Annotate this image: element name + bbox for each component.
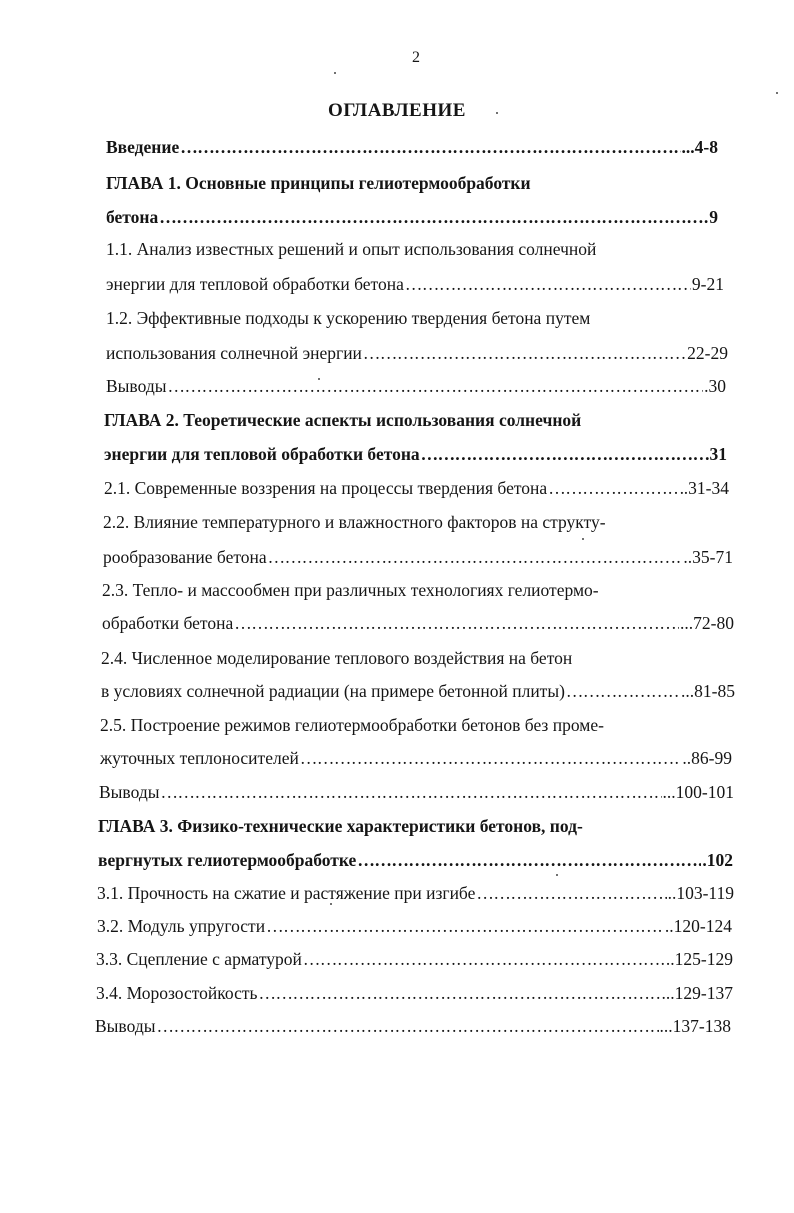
toc-entry-text: 3.4. Морозостойкость <box>96 983 258 1003</box>
scan-speck <box>334 72 336 74</box>
toc-entry-pages: 22-29 <box>687 343 728 363</box>
leader-dots <box>421 443 709 465</box>
toc-entry-text: энергии для тепловой обработки бетона <box>104 444 420 464</box>
leader-dots <box>156 1015 658 1037</box>
toc-entry-section-3-2[interactable] <box>97 915 732 937</box>
toc-entry-conclusions-1[interactable] <box>106 375 726 397</box>
leader-dots <box>548 477 683 499</box>
leader-dots <box>159 206 708 228</box>
toc-entry-section-1-2[interactable] <box>106 342 728 364</box>
toc-entry-intro[interactable] <box>106 136 718 158</box>
toc-entry-section-2-5[interactable] <box>100 747 732 769</box>
toc-entry-conclusions-2[interactable] <box>99 781 734 803</box>
toc-entry-text: Выводы <box>95 1016 156 1036</box>
toc-chapter-1-heading: ГЛАВА 1. Основные принципы гелиотермообработки <box>106 173 531 193</box>
leader-dots <box>405 273 691 295</box>
scan-speck <box>496 112 498 114</box>
toc-section-1-2-line1: 1.2. Эффективные подходы к ускорению твердения бетона путем <box>106 308 591 328</box>
toc-entry-text: в условиях солнечной радиации (на примере бетонной плиты) <box>101 681 565 701</box>
toc-section-2-3-line1: 2.3. Тепло- и массообмен при различных технологиях гелиотермо- <box>102 580 599 600</box>
leader-dots <box>357 849 701 871</box>
leader-dots <box>566 680 680 702</box>
toc-entry-text: 2.1. Современные воззрения на процессы твердения бетона <box>104 478 548 498</box>
toc-entry-text: 3.1. Прочность на сжатие и растяжение при изгибе <box>97 883 476 903</box>
toc-entry-pages: ...129-137 <box>661 983 733 1003</box>
toc-entry-text: энергии для тепловой обработки бетона <box>106 274 404 294</box>
leader-dots <box>303 948 665 970</box>
toc-entry-section-1-1[interactable] <box>106 273 724 295</box>
leader-dots <box>363 342 686 364</box>
toc-entry-section-3-4[interactable] <box>96 982 733 1004</box>
toc-entry-text: Введение <box>106 137 180 157</box>
toc-entry-pages: ..120-124 <box>664 916 732 936</box>
toc-section-2-2-line1: 2.2. Влияние температурного и влажностного факторов на структу- <box>103 512 606 532</box>
leader-dots <box>266 915 664 937</box>
toc-entry-text: жуточных теплоносителей <box>100 748 299 768</box>
toc-entry-text: обработки бетона <box>102 613 234 633</box>
toc-title: ОГЛАВЛЕНИЕ <box>328 100 466 121</box>
toc-entry-text: бетона <box>106 207 159 227</box>
toc-entry-pages: ..103-119 <box>667 883 734 903</box>
toc-entry-section-2-3[interactable] <box>102 612 734 634</box>
toc-entry-pages: 9 <box>709 207 718 227</box>
toc-chapter-2-heading: ГЛАВА 2. Теоретические аспекты использования солнечной <box>104 410 582 430</box>
toc-entry-section-3-3[interactable] <box>96 948 733 970</box>
toc-entry-pages: ...72-80 <box>680 613 734 633</box>
leader-dots <box>180 136 680 158</box>
toc-entry-chapter-2[interactable] <box>104 443 727 465</box>
toc-entry-pages: 31 <box>709 444 727 464</box>
toc-entry-text: вергнутых гелиотермообработке <box>98 850 357 870</box>
leader-dots <box>234 612 679 634</box>
toc-entry-pages: .30 <box>704 376 726 396</box>
toc-entry-section-2-4[interactable] <box>101 680 735 702</box>
toc-entry-pages: .102 <box>702 850 733 870</box>
leader-dots <box>167 375 703 397</box>
toc-entry-conclusions-3[interactable] <box>95 1015 731 1037</box>
leader-dots <box>160 781 661 803</box>
toc-entry-pages: ...4-8 <box>681 137 718 157</box>
toc-entry-pages: ...81-85 <box>681 681 735 701</box>
toc-entry-pages: ...100-101 <box>662 782 734 802</box>
toc-entry-section-2-1[interactable] <box>104 477 729 499</box>
scan-speck <box>582 538 584 540</box>
toc-chapter-3-heading: ГЛАВА 3. Физико-технические характеристики бетонов, под- <box>98 816 583 836</box>
leader-dots <box>259 982 661 1004</box>
toc-entry-text: 3.2. Модуль упругости <box>97 916 266 936</box>
toc-entry-text: рообразование бетона <box>103 547 267 567</box>
toc-entry-text: 3.3. Сцепление с арматурой <box>96 949 302 969</box>
scan-speck <box>556 874 558 876</box>
leader-dots <box>300 747 682 769</box>
toc-section-1-1-line1: 1.1. Анализ известных решений и опыт использования солнечной <box>106 239 597 259</box>
toc-entry-text: использования солнечной энергии <box>106 343 362 363</box>
scan-speck <box>318 378 320 380</box>
toc-entry-pages: ...137-138 <box>659 1016 731 1036</box>
toc-entry-pages: ..86-99 <box>682 748 732 768</box>
toc-entry-pages: 9-21 <box>691 274 724 294</box>
toc-entry-section-3-1[interactable] <box>97 882 734 904</box>
toc-entry-text: Выводы <box>106 376 167 396</box>
toc-entry-chapter-1[interactable] <box>106 206 718 228</box>
scan-speck <box>776 92 778 94</box>
toc-section-2-5-line1: 2.5. Построение режимов гелиотермообработки бетонов без проме- <box>100 715 604 735</box>
toc-entry-section-2-2[interactable] <box>103 546 733 568</box>
toc-entry-pages: .31-34 <box>683 478 729 498</box>
toc-entry-chapter-3[interactable] <box>98 849 733 871</box>
toc-section-2-4-line1: 2.4. Численное моделирование теплового воздействия на бетон <box>101 648 573 668</box>
leader-dots <box>268 546 683 568</box>
toc-entry-pages: ..35-71 <box>683 547 733 567</box>
leader-dots <box>476 882 666 904</box>
toc-entry-text: Выводы <box>99 782 160 802</box>
scan-speck <box>330 903 332 905</box>
toc-entry-pages: ..125-129 <box>665 949 733 969</box>
page-number: 2 <box>412 49 420 66</box>
